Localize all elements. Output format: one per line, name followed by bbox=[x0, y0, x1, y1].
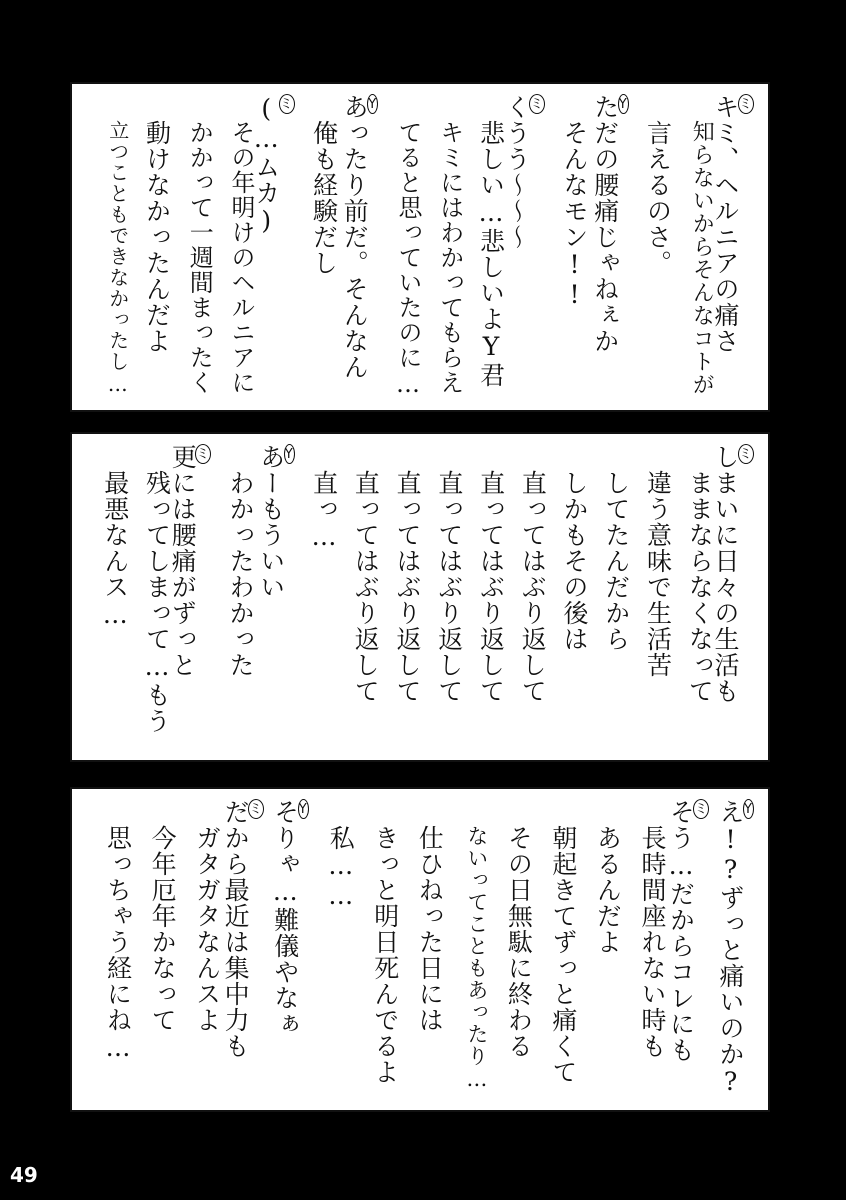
text-column bbox=[666, 799, 709, 1063]
speaker-mark: Y bbox=[367, 94, 378, 114]
text-column bbox=[410, 799, 445, 1033]
dialogue-text: 直ってはぶり返して bbox=[351, 470, 381, 704]
dialogue-text: 最悪なんス… bbox=[100, 470, 130, 630]
dialogue-text: あるんだよ bbox=[593, 825, 623, 955]
text-column bbox=[513, 444, 548, 704]
text-column bbox=[639, 444, 671, 678]
text-column bbox=[321, 799, 356, 911]
dialogue-text: 仕ひねった日には bbox=[415, 825, 445, 1033]
text-column bbox=[388, 94, 420, 399]
dialogue-text: 立つこともできなかったし… bbox=[105, 120, 130, 397]
text-column bbox=[138, 94, 170, 354]
dialogue-text: してたんだから bbox=[601, 470, 631, 652]
dialogue-text: そう…だからコレにも bbox=[666, 799, 696, 1063]
text-column bbox=[305, 444, 337, 552]
text-column bbox=[597, 444, 629, 652]
text-column bbox=[588, 799, 623, 955]
speaker-mark: ミ bbox=[529, 94, 545, 114]
dialogue-text: てると思っていたのに… bbox=[394, 120, 422, 399]
dialogue-text: あーもういい bbox=[256, 444, 286, 600]
text-column bbox=[221, 444, 253, 678]
text-column bbox=[388, 444, 420, 704]
dialogue-text: しかもその後は bbox=[560, 470, 589, 652]
speaker-mark: Y bbox=[618, 94, 629, 114]
text-panel-2 bbox=[70, 432, 770, 762]
dialogue-text: (…ムカ) bbox=[251, 94, 281, 236]
dialogue-text: わかったわかった bbox=[226, 470, 255, 678]
speaker-mark: ミ bbox=[195, 444, 211, 464]
text-column bbox=[639, 94, 671, 276]
text-column bbox=[710, 444, 754, 704]
dialogue-text: 悲しい…悲しいよY君 bbox=[476, 120, 506, 388]
dialogue-text: その年明けのヘルニアに bbox=[227, 120, 255, 395]
text-column bbox=[188, 799, 220, 1033]
dialogue-text: ただの腰痛じゃねぇか bbox=[590, 94, 620, 354]
text-column bbox=[251, 94, 295, 236]
text-panel-1 bbox=[70, 82, 770, 412]
text-column bbox=[430, 94, 462, 395]
dialogue-text: 俺も経験だし bbox=[309, 120, 339, 276]
text-column bbox=[270, 799, 309, 1037]
speaker-mark: Y bbox=[743, 799, 754, 819]
dialogue-text: 今年厄年かなって bbox=[148, 825, 178, 1033]
text-column bbox=[96, 444, 128, 630]
dialogue-text: 動けなかったんだよ bbox=[142, 120, 172, 354]
speaker-mark: ミ bbox=[248, 799, 264, 819]
speaker-mark: Y bbox=[298, 799, 309, 819]
dialogue-text: キミ、ヘルニアの痛さ bbox=[710, 94, 740, 354]
dialogue-text: 直ってはぶり返して bbox=[476, 470, 506, 704]
speaker-mark: ミ bbox=[279, 94, 295, 114]
text-column bbox=[305, 94, 337, 276]
text-column bbox=[502, 94, 545, 250]
dialogue-text: 言えるのさ。 bbox=[643, 120, 673, 276]
dialogue-text: 知らないからそんなコトが bbox=[689, 120, 715, 396]
dialogue-text: 直ってはぶり返して bbox=[393, 470, 422, 704]
dialogue-text: ガタガタなんスよ bbox=[192, 825, 222, 1033]
dialogue-text: かかって一週間まったく bbox=[185, 120, 214, 395]
text-column bbox=[143, 799, 178, 1033]
page-number: 49 bbox=[10, 1163, 38, 1187]
speaker-mark: ミ bbox=[738, 444, 754, 464]
dialogue-text: だから最近は集中力も bbox=[221, 799, 251, 1059]
dialogue-text: あったり前だ。そんなん bbox=[340, 94, 370, 380]
speaker-mark: Y bbox=[284, 444, 295, 464]
text-column bbox=[455, 799, 487, 1092]
dialogue-text: 直ってはぶり返して bbox=[518, 470, 548, 704]
dialogue-text: え!?ずっと痛いのか? bbox=[716, 799, 746, 1097]
dialogue-text: そんなモン!! bbox=[560, 120, 589, 310]
text-panel-3 bbox=[70, 787, 770, 1112]
dialogue-text: 違う意味で生活苦 bbox=[643, 470, 673, 678]
dialogue-text: 残ってしまって…もう bbox=[142, 470, 172, 734]
dialogue-text: 朝起きてずっと痛くて bbox=[548, 825, 578, 1085]
text-column bbox=[710, 94, 754, 354]
dialogue-text: 思っちゃう経にね… bbox=[103, 825, 133, 1063]
text-column bbox=[555, 444, 587, 652]
text-column bbox=[680, 444, 715, 704]
text-column bbox=[179, 94, 214, 395]
text-column bbox=[472, 94, 504, 388]
text-column bbox=[96, 94, 128, 397]
dialogue-text: 更には腰痛がずっと bbox=[168, 444, 198, 678]
dialogue-text: キミにはわかってもらえ bbox=[435, 120, 464, 395]
dialogue-text: その日無駄に終わる bbox=[504, 825, 534, 1059]
dialogue-text: ままならなくなって bbox=[685, 470, 715, 704]
dialogue-text: 直っ… bbox=[309, 470, 339, 552]
text-column bbox=[544, 799, 576, 1085]
dialogue-text: ないってこともあったり… bbox=[464, 825, 489, 1092]
text-column bbox=[221, 94, 253, 395]
text-column bbox=[346, 444, 381, 704]
dialogue-text: そりゃ…難儀やなぁ bbox=[270, 799, 300, 1037]
text-column bbox=[716, 799, 754, 1097]
text-column bbox=[138, 444, 170, 734]
text-column bbox=[680, 94, 715, 396]
text-column bbox=[555, 94, 587, 310]
text-column bbox=[472, 444, 504, 704]
text-column bbox=[340, 94, 378, 380]
text-column bbox=[430, 444, 462, 704]
dialogue-text: きっと明日死んでるよ bbox=[370, 825, 400, 1085]
speaker-mark: ミ bbox=[738, 94, 754, 114]
text-column bbox=[256, 444, 295, 600]
text-column bbox=[590, 94, 629, 354]
speaker-mark: ミ bbox=[693, 799, 709, 819]
text-column bbox=[499, 799, 534, 1059]
dialogue-text: 長時間座れない時も bbox=[637, 825, 667, 1059]
text-column bbox=[366, 799, 398, 1085]
dialogue-text: くうう〜〜〜 bbox=[502, 94, 532, 250]
text-column bbox=[633, 799, 665, 1059]
text-column bbox=[99, 799, 131, 1063]
dialogue-text: 直ってはぶり返して bbox=[434, 470, 464, 704]
dialogue-text: 私…… bbox=[326, 825, 356, 911]
dialogue-text: しまいに日々の生活も bbox=[710, 444, 740, 704]
text-column bbox=[221, 799, 264, 1059]
text-column bbox=[168, 444, 211, 678]
